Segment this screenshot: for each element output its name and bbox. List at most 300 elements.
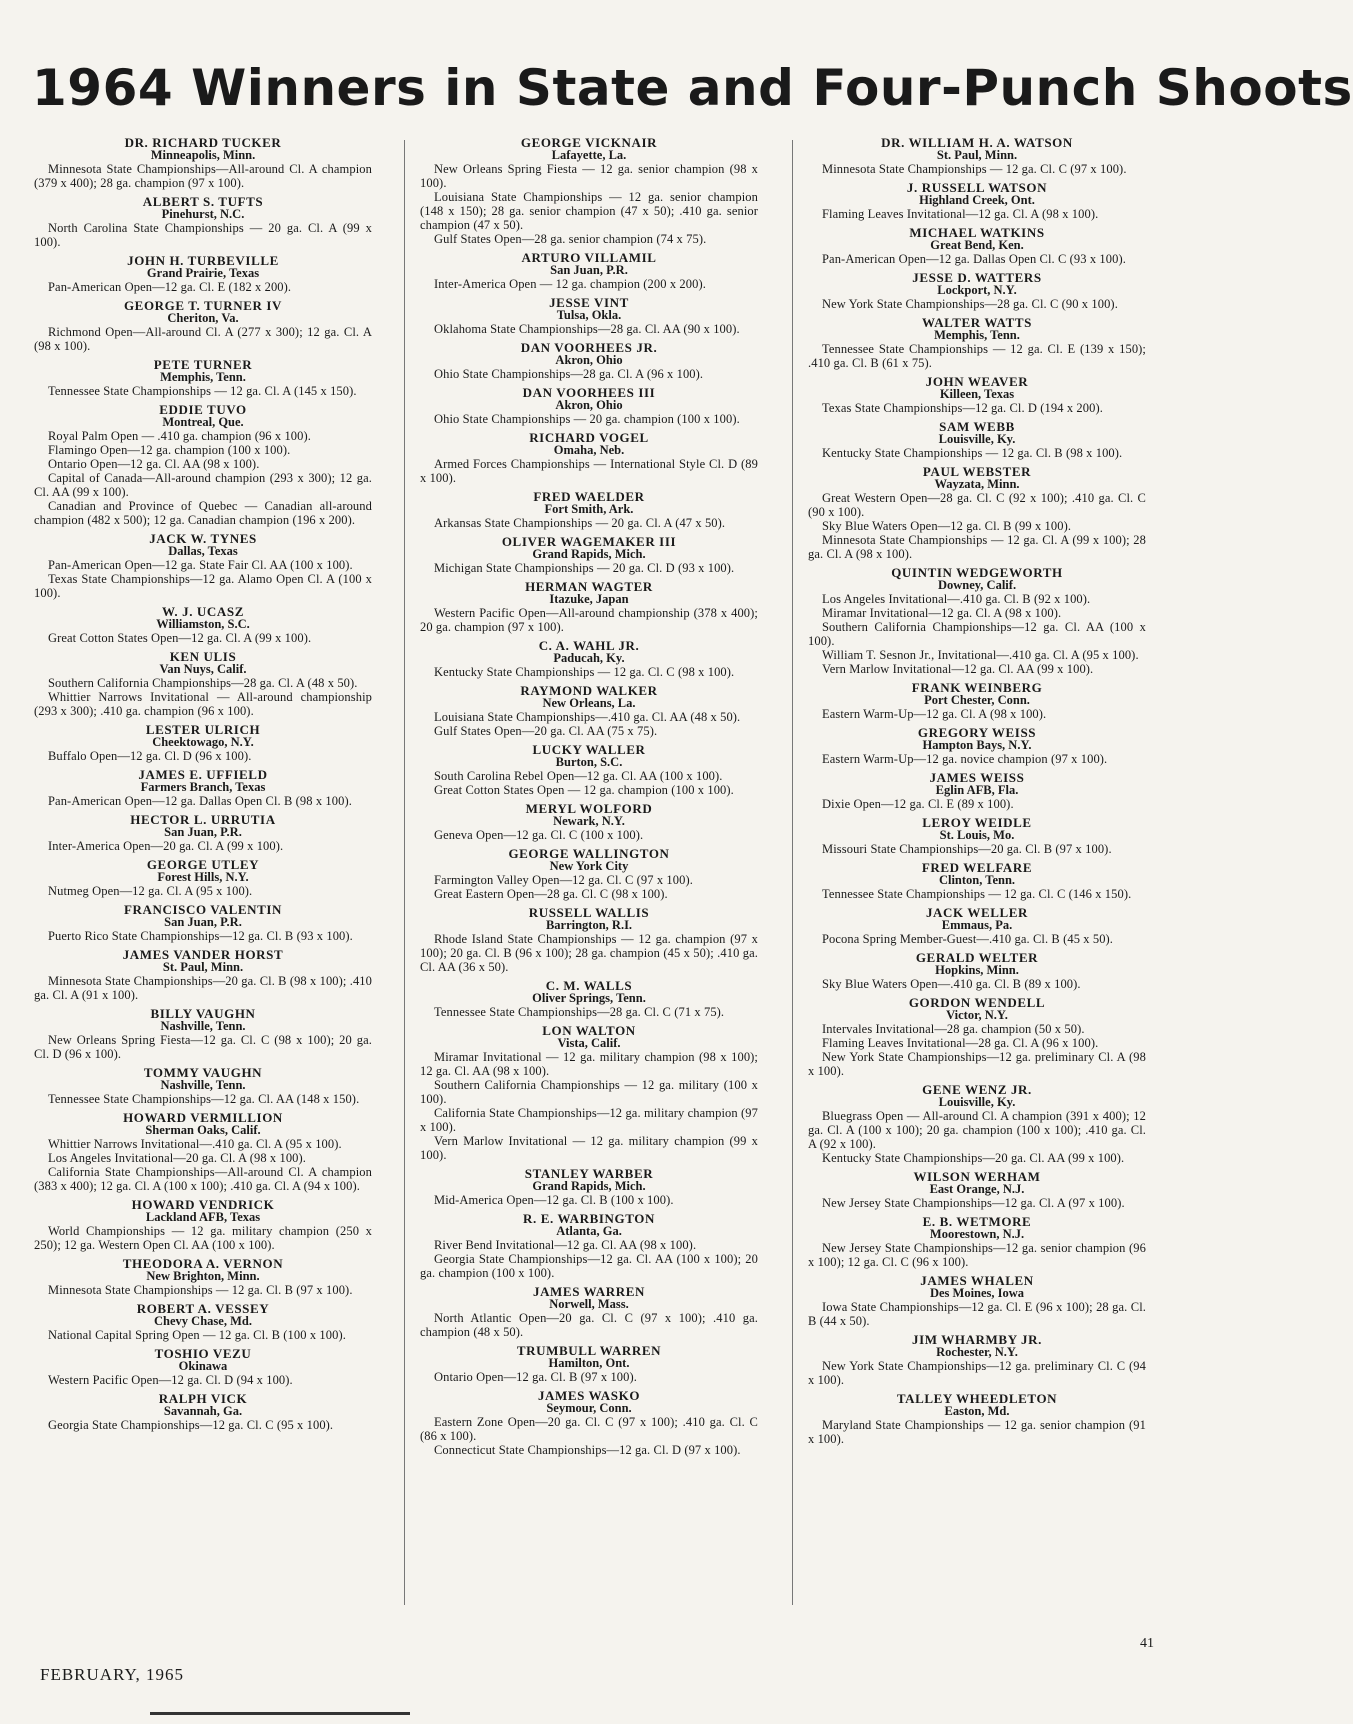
result-line: Flamingo Open—12 ga. champion (100 x 100). bbox=[48, 443, 291, 457]
winner-entry bbox=[808, 816, 1146, 856]
winner-entry bbox=[420, 136, 758, 246]
winner-location: Eglin AFB, Fla. bbox=[935, 783, 1019, 797]
result-line: Flaming Leaves Invitational—28 ga. Cl. A (96 x 100). bbox=[822, 1036, 1099, 1050]
winner-location: Seymour, Conn. bbox=[546, 1401, 632, 1415]
winner-entry bbox=[420, 684, 758, 738]
result-line: New Jersey State Championships—12 ga. senior champion (96 x 100); 12 ga. Cl. C (96 x 100). bbox=[808, 1241, 1146, 1269]
winner-location: Vista, Calif. bbox=[557, 1036, 621, 1050]
winner-entry bbox=[34, 948, 372, 1002]
result-line: Connecticut State Championships—12 ga. Cl. D (97 x 100). bbox=[434, 1443, 741, 1457]
winner-name: DAN VOORHEES JR. bbox=[520, 340, 658, 355]
winner-location: East Orange, N.J. bbox=[929, 1182, 1025, 1196]
winner-name: RAYMOND WALKER bbox=[520, 683, 658, 698]
result-line: Puerto Rico State Championships—12 ga. Cl. B (93 x 100). bbox=[48, 929, 353, 943]
winner-entry bbox=[420, 431, 758, 485]
winner-location: Tulsa, Okla. bbox=[556, 308, 622, 322]
result-line: Southern California Championships—12 ga. Cl. AA (100 x 100). bbox=[808, 620, 1146, 648]
column-1 bbox=[34, 136, 372, 1437]
winner-entry bbox=[34, 403, 372, 527]
winner-location: Des Moines, Iowa bbox=[929, 1286, 1025, 1300]
winner-entry bbox=[34, 1257, 372, 1297]
winner-name: SAM WEBB bbox=[939, 419, 1015, 434]
winner-name: C. A. WAHL JR. bbox=[538, 638, 640, 653]
winner-name: JESSE D. WATTERS bbox=[912, 270, 1042, 285]
result-line: Gulf States Open—20 ga. Cl. AA (75 x 75). bbox=[434, 724, 658, 738]
winner-location: New Orleans, La. bbox=[542, 696, 636, 710]
winner-entry bbox=[808, 1083, 1146, 1165]
winner-location: Itazuke, Japan bbox=[549, 592, 629, 606]
winner-location: Moorestown, N.J. bbox=[929, 1227, 1025, 1241]
result-line: Great Western Open—28 ga. Cl. C (92 x 100); .410 ga. Cl. C (90 x 100). bbox=[808, 491, 1146, 519]
winner-name: TRUMBULL WARREN bbox=[516, 1343, 662, 1358]
winner-entry bbox=[420, 535, 758, 575]
winner-name: FRANK WEINBERG bbox=[911, 680, 1043, 695]
winner-name: DR. WILLIAM H. A. WATSON bbox=[881, 135, 1073, 150]
winner-entry bbox=[420, 251, 758, 291]
winner-entry bbox=[34, 1198, 372, 1252]
winner-entry bbox=[808, 906, 1146, 946]
winner-name: PAUL WEBSTER bbox=[922, 464, 1032, 479]
winner-location: Memphis, Tenn. bbox=[160, 370, 246, 384]
result-line: Pan-American Open—12 ga. Cl. E (182 x 200). bbox=[48, 280, 292, 294]
winner-entry bbox=[420, 296, 758, 336]
winner-name: TALLEY WHEEDLETON bbox=[896, 1391, 1058, 1406]
winner-entry bbox=[808, 226, 1146, 266]
result-line: Intervales Invitational—28 ga. champion (50 x 50). bbox=[822, 1022, 1085, 1036]
winner-name: FRED WAELDER bbox=[533, 489, 645, 504]
winner-entry bbox=[808, 316, 1146, 370]
winner-location: Grand Prairie, Texas bbox=[146, 266, 260, 280]
result-line: Miramar Invitational—12 ga. Cl. A (98 x 100). bbox=[822, 606, 1062, 620]
result-line: World Championships — 12 ga. military champion (250 x 250); 12 ga. Western Open Cl. AA (100 x 100). bbox=[34, 1224, 372, 1252]
result-line: Los Angeles Invitational—20 ga. Cl. A (98 x 100). bbox=[48, 1151, 307, 1165]
winner-entry bbox=[808, 566, 1146, 676]
winner-name: GERALD WELTER bbox=[915, 950, 1039, 965]
result-line: Tennessee State Championships — 12 ga. Cl. E (139 x 150); .410 ga. Cl. B (61 x 75). bbox=[808, 342, 1146, 370]
winner-name: STANLEY WARBER bbox=[524, 1166, 654, 1181]
winner-name: GEORGE T. TURNER IV bbox=[123, 298, 283, 313]
result-line: Great Cotton States Open — 12 ga. champion (100 x 100). bbox=[434, 783, 734, 797]
winner-name: OLIVER WAGEMAKER III bbox=[501, 534, 677, 549]
result-line: Royal Palm Open — .410 ga. champion (96 x 100). bbox=[48, 429, 311, 443]
winner-name: FRED WELFARE bbox=[921, 860, 1033, 875]
winner-entry bbox=[34, 299, 372, 353]
result-line: North Carolina State Championships — 20 ga. Cl. A (99 x 100). bbox=[34, 221, 372, 249]
winner-entry bbox=[34, 1007, 372, 1061]
winner-entry bbox=[34, 723, 372, 763]
winner-location: Highland Creek, Ont. bbox=[919, 193, 1035, 207]
winner-location: San Juan, P.R. bbox=[164, 825, 242, 839]
winner-name: WALTER WATTS bbox=[922, 315, 1032, 330]
winner-entry bbox=[420, 1212, 758, 1280]
result-line: Mid-America Open—12 ga. Cl. B (100 x 100). bbox=[434, 1193, 674, 1207]
winner-entry bbox=[34, 136, 372, 190]
winner-entry bbox=[34, 1392, 372, 1432]
winner-name: C. M. WALLS bbox=[545, 978, 633, 993]
result-line: Minnesota State Championships — 12 ga. Cl. A (99 x 100); 28 ga. Cl. A (98 x 100). bbox=[808, 533, 1146, 561]
result-line: Armed Forces Championships — International Style Cl. D (89 x 100). bbox=[420, 457, 758, 485]
winner-location: Hampton Bays, N.Y. bbox=[922, 738, 1032, 752]
winner-entry bbox=[34, 1302, 372, 1342]
winner-entry bbox=[420, 1024, 758, 1162]
result-line: Tennessee State Championships—28 ga. Cl. C (71 x 75). bbox=[434, 1005, 725, 1019]
winner-entry bbox=[420, 490, 758, 530]
result-line: Capital of Canada—All-around champion (293 x 300); 12 ga. Cl. AA (99 x 100). bbox=[34, 471, 372, 499]
winner-name: JACK W. TYNES bbox=[149, 531, 257, 546]
result-line: Vern Marlow Invitational — 12 ga. military champion (99 x 100). bbox=[420, 1134, 758, 1162]
result-line: Minnesota State Championships—20 ga. Cl. B (98 x 100); .410 ga. Cl. A (91 x 100). bbox=[34, 974, 372, 1002]
winner-name: JAMES WASKO bbox=[537, 1388, 641, 1403]
result-line: Pan-American Open—12 ga. State Fair Cl. AA (100 x 100). bbox=[48, 558, 353, 572]
result-line: Geneva Open—12 ga. Cl. C (100 x 100). bbox=[434, 828, 644, 842]
result-line: Canadian and Province of Quebec — Canadian all-around champion (482 x 500); 12 ga. Canadian champion (196 x 200). bbox=[34, 499, 372, 527]
winner-name: LON WALTON bbox=[542, 1023, 636, 1038]
winner-name: TOMMY VAUGHN bbox=[143, 1065, 263, 1080]
winner-entry bbox=[34, 358, 372, 398]
result-line: River Bend Invitational—12 ga. Cl. AA (98 x 100). bbox=[434, 1238, 697, 1252]
winner-entry bbox=[34, 1347, 372, 1387]
winner-location: Lackland AFB, Texas bbox=[145, 1210, 261, 1224]
winner-name: GEORGE VICKNAIR bbox=[520, 135, 658, 150]
winner-entry bbox=[34, 605, 372, 645]
winner-name: LUCKY WALLER bbox=[532, 742, 646, 757]
result-line: Whittier Narrows Invitational—.410 ga. Cl. A (95 x 100). bbox=[48, 1137, 342, 1151]
winner-name: GORDON WENDELL bbox=[908, 995, 1046, 1010]
result-line: New Jersey State Championships—12 ga. Cl. A (97 x 100). bbox=[822, 1196, 1125, 1210]
winner-name: ROBERT A. VESSEY bbox=[136, 1301, 270, 1316]
result-line: Minnesota State Championships — 12 ga. Cl. C (97 x 100). bbox=[822, 162, 1127, 176]
winner-location: Montreal, Que. bbox=[162, 415, 244, 429]
winner-entry bbox=[808, 465, 1146, 561]
winner-name: FRANCISCO VALENTIN bbox=[123, 902, 283, 917]
winner-name: HECTOR L. URRUTIA bbox=[130, 812, 276, 827]
winner-location: Burton, S.C. bbox=[555, 755, 623, 769]
winner-name: WILSON WERHAM bbox=[913, 1169, 1041, 1184]
winner-entry bbox=[34, 813, 372, 853]
result-line: New Orleans Spring Fiesta — 12 ga. senior champion (98 x 100). bbox=[420, 162, 758, 190]
winner-name: GENE WENZ JR. bbox=[922, 1082, 1032, 1097]
winner-location: Downey, Calif. bbox=[937, 578, 1017, 592]
winner-location: Nashville, Tenn. bbox=[160, 1019, 246, 1033]
winner-name: E. B. WETMORE bbox=[922, 1214, 1032, 1229]
result-line: New York State Championships—12 ga. preliminary Cl. C (94 x 100). bbox=[808, 1359, 1146, 1387]
winner-location: St. Paul, Minn. bbox=[162, 960, 244, 974]
result-line: Bluegrass Open — All-around Cl. A champion (391 x 400); 12 ga. Cl. A (100 x 100); 20 ga. champion (100 x 100); .410 ga. Cl. A (92 x 100). bbox=[808, 1109, 1146, 1151]
page-number: 41 bbox=[1140, 1636, 1154, 1651]
winner-name: W. J. UCASZ bbox=[162, 604, 244, 619]
column-divider bbox=[404, 140, 405, 1605]
result-line: Louisiana State Championships — 12 ga. senior champion (148 x 150); 28 ga. senior champion (47 x 50); .410 ga. senior champion (47 x 50). bbox=[420, 190, 758, 232]
result-line: California State Championships—All-around Cl. A champion (383 x 400); 12 ga. Cl. A (100 x 100); .410 ga. Cl. A (94 x 100). bbox=[34, 1165, 372, 1193]
winner-name: GREGORY WEISS bbox=[917, 725, 1037, 740]
winner-entry bbox=[808, 375, 1146, 415]
winner-name: MICHAEL WATKINS bbox=[909, 225, 1045, 240]
winner-location: Grand Rapids, Mich. bbox=[532, 1179, 646, 1193]
footer-issue-date: FEBRUARY, 1965 bbox=[40, 1665, 185, 1684]
winner-location: Rochester, N.Y. bbox=[936, 1345, 1018, 1359]
winner-location: Great Bend, Ken. bbox=[930, 238, 1024, 252]
winner-location: San Juan, P.R. bbox=[164, 915, 242, 929]
winner-entry bbox=[34, 903, 372, 943]
winner-entry bbox=[420, 1167, 758, 1207]
winner-name: ARTURO VILLAMIL bbox=[521, 250, 657, 265]
winner-name: JOHN WEAVER bbox=[925, 374, 1029, 389]
winner-name: THEODORA A. VERNON bbox=[122, 1256, 284, 1271]
column-2 bbox=[420, 136, 758, 1462]
result-line: Kentucky State Championships — 12 ga. Cl. C (98 x 100). bbox=[434, 665, 735, 679]
result-line: New York State Championships—12 ga. preliminary Cl. A (98 x 100). bbox=[808, 1050, 1146, 1078]
winner-name: JAMES E. UFFIELD bbox=[138, 767, 268, 782]
result-line: Oklahoma State Championships—28 ga. Cl. AA (90 x 100). bbox=[434, 322, 740, 336]
result-line: New York State Championships—28 ga. Cl. C (90 x 100). bbox=[822, 297, 1118, 311]
winner-name: BILLY VAUGHN bbox=[150, 1006, 256, 1021]
winner-entry bbox=[34, 1111, 372, 1193]
winner-location: Victor, N.Y. bbox=[946, 1008, 1008, 1022]
winner-name: RICHARD VOGEL bbox=[529, 430, 649, 445]
winner-location: Forest Hills, N.Y. bbox=[157, 870, 249, 884]
winner-entry bbox=[34, 195, 372, 249]
winner-location: Williamston, S.C. bbox=[156, 617, 250, 631]
winner-location: Easton, Md. bbox=[944, 1404, 1010, 1418]
winner-location: New Brighton, Minn. bbox=[146, 1269, 260, 1283]
winner-location: San Juan, P.R. bbox=[550, 263, 628, 277]
winner-location: Killeen, Texas bbox=[939, 387, 1015, 401]
winner-entry bbox=[420, 979, 758, 1019]
result-line: Inter-America Open — 12 ga. champion (200 x 200). bbox=[434, 277, 706, 291]
winner-location: Chevy Chase, Md. bbox=[154, 1314, 252, 1328]
winner-location: Hamilton, Ont. bbox=[548, 1356, 630, 1370]
column-divider bbox=[792, 140, 793, 1605]
result-line: Eastern Zone Open—20 ga. Cl. C (97 x 100); .410 ga. Cl. C (86 x 100). bbox=[420, 1415, 758, 1443]
result-line: Michigan State Championships — 20 ga. Cl. D (93 x 100). bbox=[434, 561, 735, 575]
winner-location: Savannah, Ga. bbox=[163, 1404, 243, 1418]
winner-name: JAMES WEISS bbox=[929, 770, 1025, 785]
footer-rule bbox=[150, 1712, 410, 1715]
winner-location: Emmaus, Pa. bbox=[941, 918, 1013, 932]
result-line: Minnesota State Championships—All-around Cl. A champion (379 x 400); 28 ga. champion (97 x 100). bbox=[34, 162, 372, 190]
result-line: Maryland State Championships — 12 ga. senior champion (91 x 100). bbox=[808, 1418, 1146, 1446]
winner-entry bbox=[808, 1392, 1146, 1446]
result-line: Ohio State Championships—28 ga. Cl. A (96 x 100). bbox=[434, 367, 704, 381]
winner-name: R. E. WARBINGTON bbox=[523, 1211, 655, 1226]
winner-entry bbox=[808, 1333, 1146, 1387]
winner-name: JAMES WHALEN bbox=[920, 1273, 1034, 1288]
winner-name: ALBERT S. TUFTS bbox=[142, 194, 264, 209]
result-line: William T. Sesnon Jr., Invitational—.410 ga. Cl. A (95 x 100). bbox=[822, 648, 1139, 662]
result-line: Eastern Warm-Up—12 ga. novice champion (97 x 100). bbox=[822, 752, 1108, 766]
result-line: Pan-American Open—12 ga. Dallas Open Cl. C (93 x 100). bbox=[822, 252, 1126, 266]
winner-name: LESTER ULRICH bbox=[145, 722, 261, 737]
result-line: Iowa State Championships—12 ga. Cl. E (96 x 100); 28 ga. Cl. B (44 x 50). bbox=[808, 1300, 1146, 1328]
result-line: Ohio State Championships — 20 ga. champion (100 x 100). bbox=[434, 412, 740, 426]
winner-name: J. RUSSELL WATSON bbox=[906, 180, 1048, 195]
winner-name: QUINTIN WEDGEWORTH bbox=[891, 565, 1063, 580]
winner-location: Louisville, Ky. bbox=[938, 432, 1016, 446]
winner-location: Cheektowago, N.Y. bbox=[152, 735, 254, 749]
winner-location: Okinawa bbox=[178, 1359, 228, 1373]
result-line: Texas State Championships—12 ga. Alamo Open Cl. A (100 x 100). bbox=[34, 572, 372, 600]
result-line: Southern California Championships—28 ga. Cl. A (48 x 50). bbox=[48, 676, 358, 690]
result-line: Flaming Leaves Invitational—12 ga. Cl. A (98 x 100). bbox=[822, 207, 1099, 221]
winner-location: Oliver Springs, Tenn. bbox=[532, 991, 646, 1005]
page-title: 1964 Winners in State and Four-Punch Shoots bbox=[32, 59, 1353, 117]
result-line: Sky Blue Waters Open—.410 ga. Cl. B (89 x 100). bbox=[822, 977, 1081, 991]
result-line: Ontario Open—12 ga. Cl. AA (98 x 100). bbox=[48, 457, 260, 471]
winner-name: JAMES VANDER HORST bbox=[122, 947, 284, 962]
winner-entry bbox=[808, 681, 1146, 721]
winner-name: GEORGE WALLINGTON bbox=[508, 846, 670, 861]
winner-entry bbox=[808, 951, 1146, 991]
result-line: Farmington Valley Open—12 ga. Cl. C (97 x 100). bbox=[434, 873, 693, 887]
winner-location: Farmers Branch, Texas bbox=[140, 780, 266, 794]
winner-location: Hopkins, Minn. bbox=[935, 963, 1019, 977]
winner-entry bbox=[34, 532, 372, 600]
result-line: New Orleans Spring Fiesta—12 ga. Cl. C (98 x 100); 20 ga. Cl. D (96 x 100). bbox=[34, 1033, 372, 1061]
result-line: Buffalo Open—12 ga. Cl. D (96 x 100). bbox=[48, 749, 252, 763]
result-line: Pocona Spring Member-Guest—.410 ga. Cl. B (45 x 50). bbox=[822, 932, 1114, 946]
winner-entry bbox=[420, 1389, 758, 1457]
winner-location: Lockport, N.Y. bbox=[937, 283, 1017, 297]
winner-name: RUSSELL WALLIS bbox=[528, 905, 650, 920]
result-line: Nutmeg Open—12 ga. Cl. A (95 x 100). bbox=[48, 884, 253, 898]
result-line: Louisiana State Championships—.410 ga. Cl. AA (48 x 50). bbox=[434, 710, 741, 724]
result-line: South Carolina Rebel Open—12 ga. Cl. AA (100 x 100). bbox=[434, 769, 723, 783]
winner-location: Paducah, Ky. bbox=[553, 651, 625, 665]
winner-entry bbox=[808, 1274, 1146, 1328]
result-line: Georgia State Championships—12 ga. Cl. C (95 x 100). bbox=[48, 1418, 334, 1432]
winner-location: Grand Rapids, Mich. bbox=[532, 547, 646, 561]
winner-location: Louisville, Ky. bbox=[938, 1095, 1016, 1109]
winner-entry bbox=[808, 726, 1146, 766]
winner-location: New York City bbox=[549, 859, 629, 873]
winner-entry bbox=[808, 136, 1146, 176]
winner-name: JACK WELLER bbox=[925, 905, 1029, 920]
winner-name: DAN VOORHEES III bbox=[522, 385, 656, 400]
winner-location: Lafayette, La. bbox=[551, 148, 627, 162]
result-line: California State Championships—12 ga. military champion (97 x 100). bbox=[420, 1106, 758, 1134]
winner-entry bbox=[420, 386, 758, 426]
winner-name: PETE TURNER bbox=[153, 357, 253, 372]
winner-name: GEORGE UTLEY bbox=[146, 857, 260, 872]
result-line: Arkansas State Championships — 20 ga. Cl. A (47 x 50). bbox=[434, 516, 726, 530]
winner-name: RALPH VICK bbox=[158, 1391, 248, 1406]
winner-entry bbox=[420, 341, 758, 381]
winner-entry bbox=[808, 861, 1146, 901]
result-line: Tennessee State Championships—12 ga. Cl. AA (148 x 150). bbox=[48, 1092, 360, 1106]
winner-location: Minneapolis, Minn. bbox=[150, 148, 256, 162]
result-line: Georgia State Championships—12 ga. Cl. AA (100 x 100); 20 ga. champion (100 x 100). bbox=[420, 1252, 758, 1280]
winner-location: Pinehurst, N.C. bbox=[161, 207, 245, 221]
winner-entry bbox=[34, 768, 372, 808]
winner-entry bbox=[420, 1285, 758, 1339]
result-line: Great Cotton States Open—12 ga. Cl. A (99 x 100). bbox=[48, 631, 312, 645]
winner-entry bbox=[808, 181, 1146, 221]
result-line: Texas State Championships—12 ga. Cl. D (194 x 200). bbox=[822, 401, 1103, 415]
winner-entry bbox=[808, 271, 1146, 311]
winner-name: DR. RICHARD TUCKER bbox=[124, 135, 282, 150]
winner-entry bbox=[808, 996, 1146, 1078]
result-line: Gulf States Open—28 ga. senior champion (74 x 75). bbox=[434, 232, 707, 246]
winner-location: Van Nuys, Calif. bbox=[159, 662, 247, 676]
result-line: Western Pacific Open—All-around championship (378 x 400); 20 ga. champion (97 x 100). bbox=[420, 606, 758, 634]
winner-location: St. Paul, Minn. bbox=[936, 148, 1018, 162]
winner-location: St. Louis, Mo. bbox=[939, 828, 1015, 842]
winner-entry bbox=[34, 858, 372, 898]
winner-entry bbox=[420, 580, 758, 634]
result-line: Missouri State Championships—20 ga. Cl. B (97 x 100). bbox=[822, 842, 1112, 856]
winner-location: Cheriton, Va. bbox=[167, 311, 239, 325]
winner-entry bbox=[808, 1215, 1146, 1269]
winner-location: Barrington, R.I. bbox=[545, 918, 633, 932]
winner-name: JIM WHARMBY JR. bbox=[912, 1332, 1042, 1347]
result-line: Minnesota State Championships — 12 ga. Cl. B (97 x 100). bbox=[48, 1283, 353, 1297]
winner-name: JOHN H. TURBEVILLE bbox=[127, 253, 279, 268]
result-line: Los Angeles Invitational—.410 ga. Cl. B (92 x 100). bbox=[822, 592, 1091, 606]
winner-entry bbox=[420, 639, 758, 679]
winner-name: KEN ULIS bbox=[169, 649, 237, 664]
result-line: Whittier Narrows Invitational — All-around championship (293 x 300); .410 ga. champion (96 x 100). bbox=[34, 690, 372, 718]
winner-location: Nashville, Tenn. bbox=[160, 1078, 246, 1092]
winner-location: Newark, N.Y. bbox=[553, 814, 625, 828]
winner-entry bbox=[808, 420, 1146, 460]
winner-entry bbox=[420, 802, 758, 842]
winner-name: MERYL WOLFORD bbox=[525, 801, 653, 816]
result-line: Vern Marlow Invitational—12 ga. Cl. AA (99 x 100). bbox=[822, 662, 1094, 676]
winner-location: Atlanta, Ga. bbox=[556, 1224, 622, 1238]
column-3 bbox=[808, 136, 1146, 1451]
winner-location: Memphis, Tenn. bbox=[934, 328, 1020, 342]
result-line: Kentucky State Championships—20 ga. Cl. AA (99 x 100). bbox=[822, 1151, 1125, 1165]
winner-location: Akron, Ohio bbox=[555, 398, 623, 412]
result-line: Tennessee State Championships — 12 ga. Cl. A (145 x 150). bbox=[48, 384, 357, 398]
result-line: Miramar Invitational — 12 ga. military champion (98 x 100); 12 ga. Cl. AA (98 x 100). bbox=[420, 1050, 758, 1078]
result-line: Tennessee State Championships — 12 ga. Cl. C (146 x 150). bbox=[822, 887, 1132, 901]
winner-name: HOWARD VENDRICK bbox=[131, 1197, 275, 1212]
result-line: Ontario Open—12 ga. Cl. B (97 x 100). bbox=[434, 1370, 637, 1384]
winner-entry bbox=[420, 847, 758, 901]
winner-name: JAMES WARREN bbox=[532, 1284, 646, 1299]
result-line: Pan-American Open—12 ga. Dallas Open Cl. B (98 x 100). bbox=[48, 794, 352, 808]
winner-location: Fort Smith, Ark. bbox=[544, 502, 634, 516]
winner-name: LEROY WEIDLE bbox=[922, 815, 1032, 830]
result-line: Great Eastern Open—28 ga. Cl. C (98 x 100). bbox=[434, 887, 668, 901]
winner-entry bbox=[420, 906, 758, 974]
winner-name: HERMAN WAGTER bbox=[525, 579, 653, 594]
winner-location: Port Chester, Conn. bbox=[924, 693, 1030, 707]
winner-name: HOWARD VERMILLION bbox=[123, 1110, 283, 1125]
winner-location: Sherman Oaks, Calif. bbox=[145, 1123, 261, 1137]
winner-name: JESSE VINT bbox=[549, 295, 629, 310]
result-line: National Capital Spring Open — 12 ga. Cl. B (100 x 100). bbox=[48, 1328, 346, 1342]
winner-entry bbox=[808, 1170, 1146, 1210]
winner-entry bbox=[34, 650, 372, 718]
winner-entry bbox=[808, 771, 1146, 811]
winner-location: Norwell, Mass. bbox=[549, 1297, 629, 1311]
winner-entry bbox=[34, 254, 372, 294]
result-line: North Atlantic Open—20 ga. Cl. C (97 x 100); .410 ga. champion (48 x 50). bbox=[420, 1311, 758, 1339]
winner-entry bbox=[420, 1344, 758, 1384]
winner-name: EDDIE TUVO bbox=[159, 402, 247, 417]
result-line: Kentucky State Championships — 12 ga. Cl. B (98 x 100). bbox=[822, 446, 1123, 460]
result-line: Rhode Island State Championships — 12 ga. champion (97 x 100); 20 ga. Cl. B (96 x 100); 28 ga. champion (45 x 50); .410 ga. Cl. AA (36 x 50). bbox=[420, 932, 758, 974]
winner-location: Clinton, Tenn. bbox=[938, 873, 1016, 887]
winner-entry bbox=[34, 1066, 372, 1106]
result-line: Western Pacific Open—12 ga. Cl. D (94 x 100). bbox=[48, 1373, 293, 1387]
winner-location: Wayzata, Minn. bbox=[934, 477, 1020, 491]
result-line: Southern California Championships — 12 ga. military (100 x 100). bbox=[420, 1078, 758, 1106]
winner-name: TOSHIO VEZU bbox=[154, 1346, 252, 1361]
result-line: Eastern Warm-Up—12 ga. Cl. A (98 x 100). bbox=[822, 707, 1047, 721]
